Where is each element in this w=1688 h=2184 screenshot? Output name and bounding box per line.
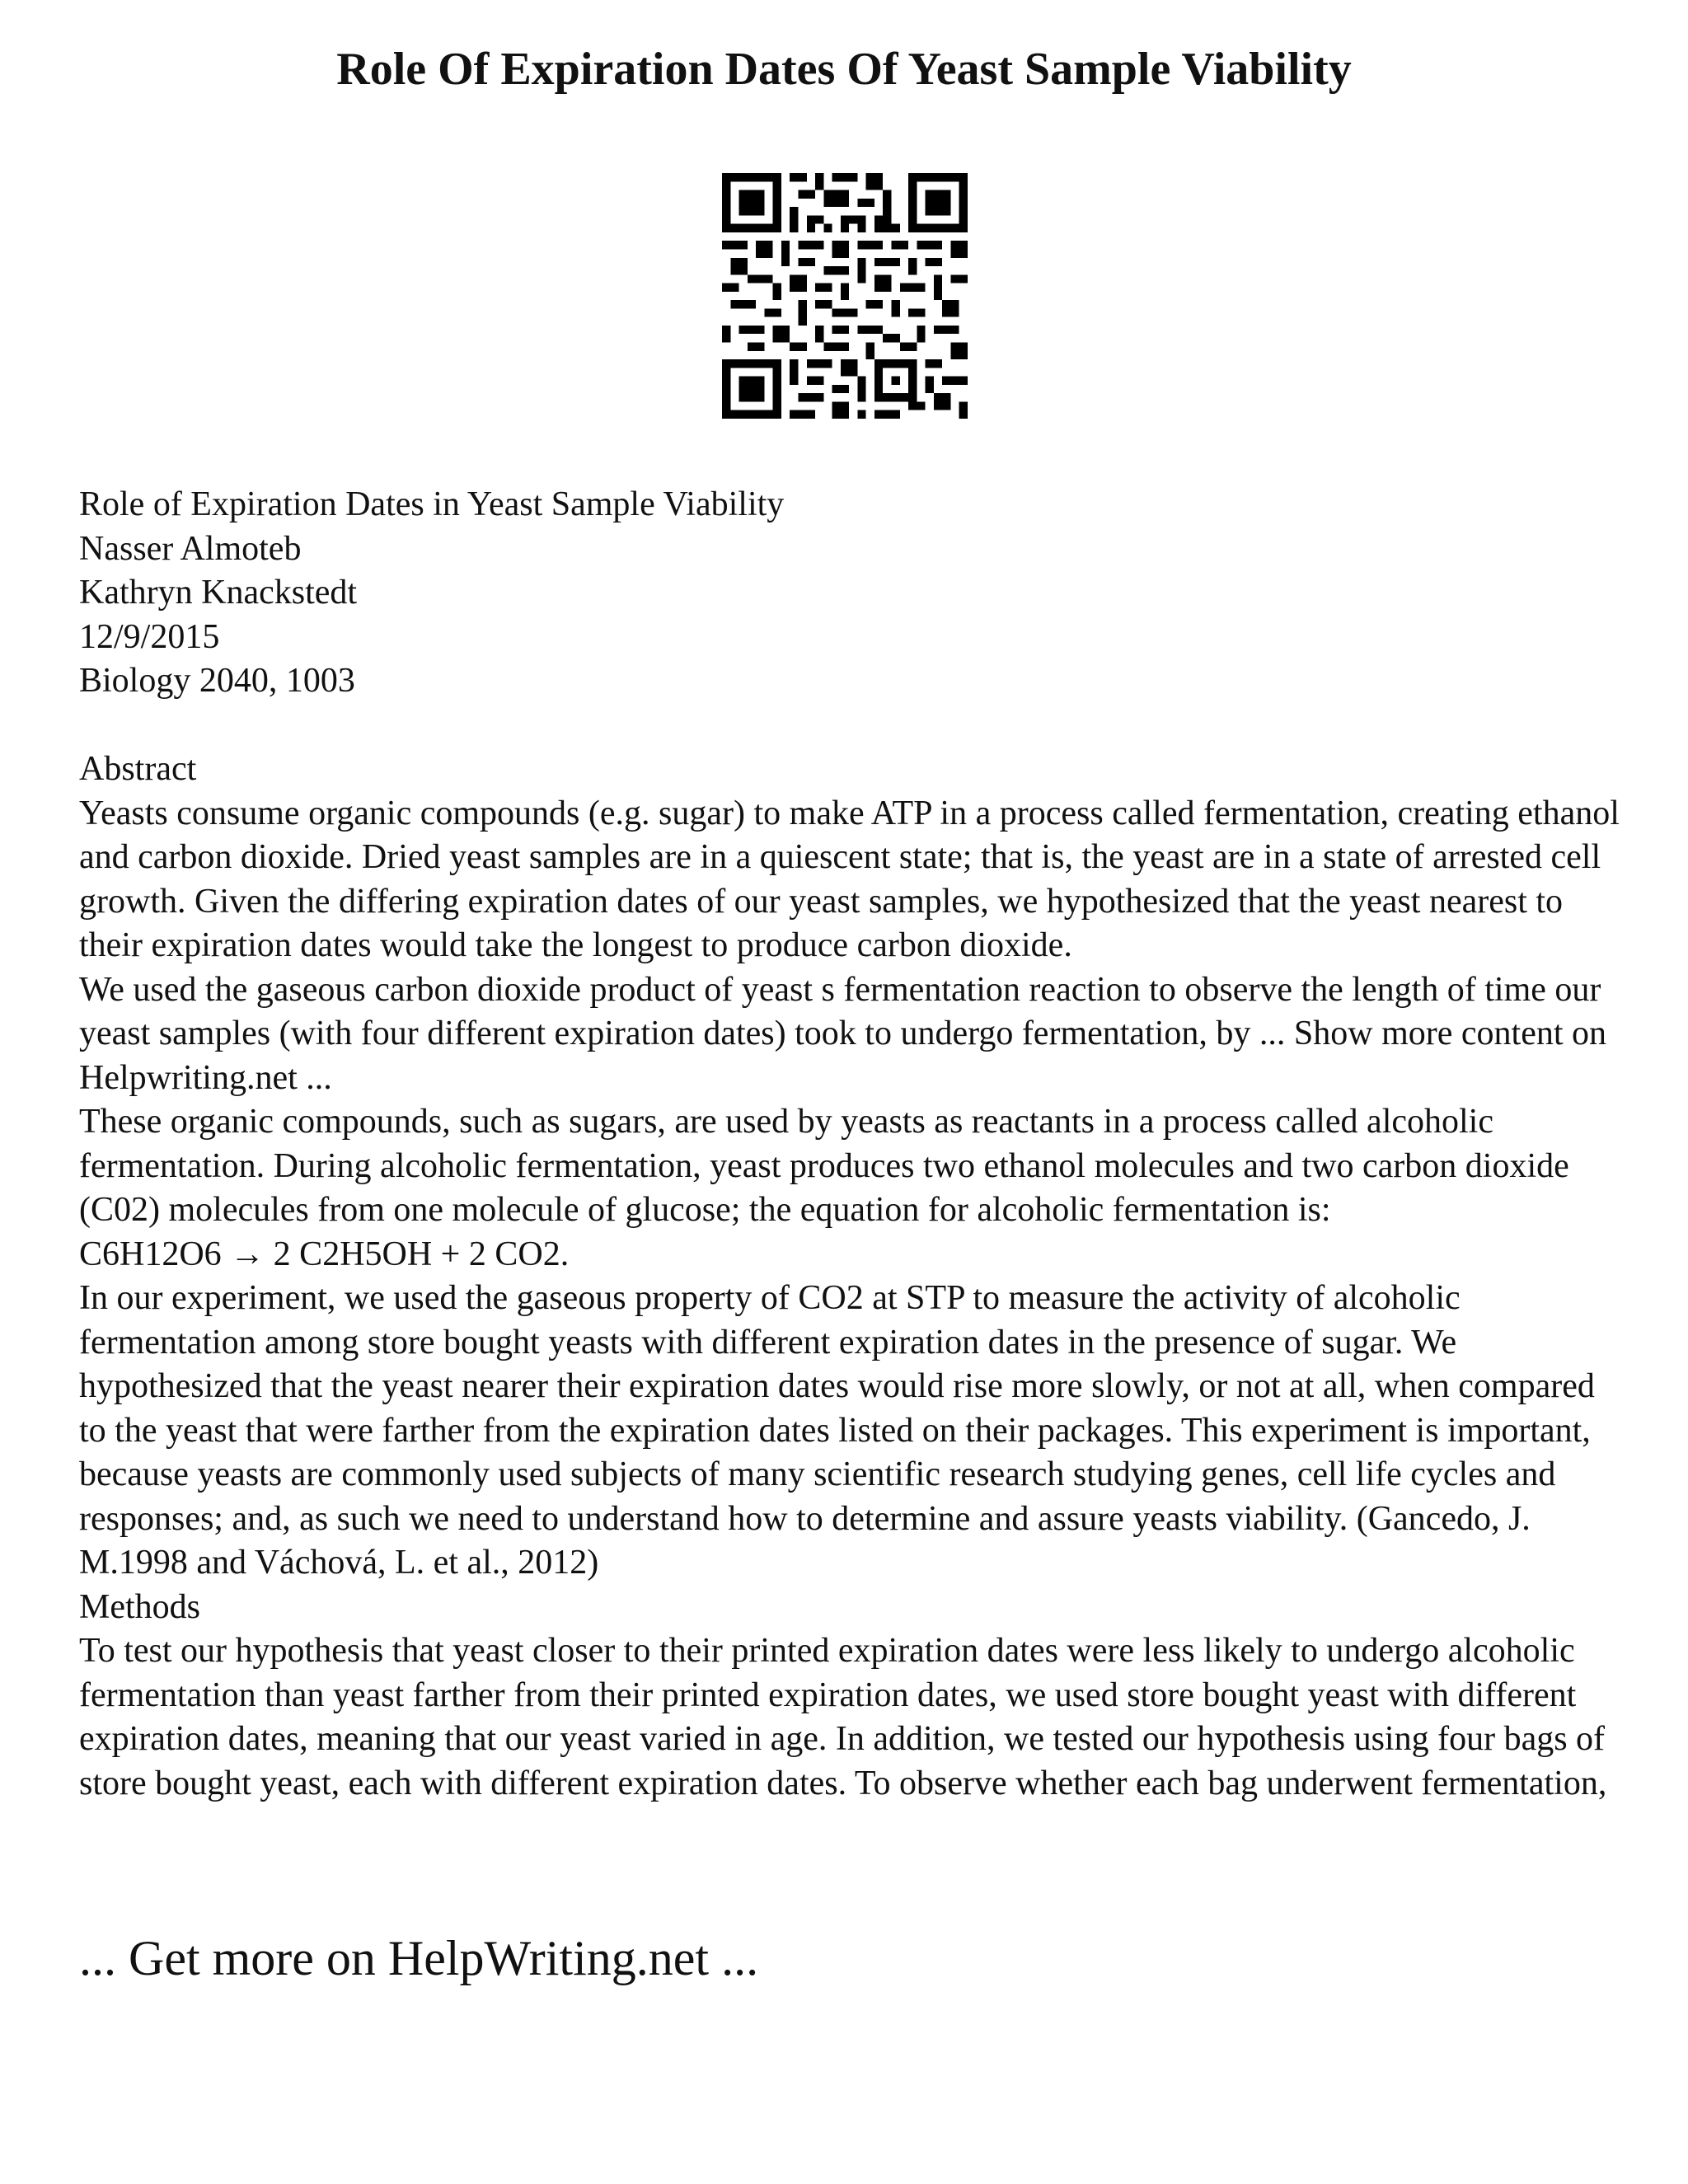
page-title: Role Of Expiration Dates Of Yeast Sample Viability xyxy=(336,44,1352,95)
author-name: Nasser Almoteb xyxy=(79,529,302,568)
get-more-link[interactable]: ... Get more on HelpWriting.net ... xyxy=(79,1931,759,1985)
spacer xyxy=(79,704,1629,748)
abstract-heading: Abstract xyxy=(79,750,197,788)
course-info: Biology 2040, 1003 xyxy=(79,662,355,700)
instructor-name: Kathryn Knackstedt xyxy=(79,574,358,612)
doc-title: Role of Expiration Dates in Yeast Sample Viability xyxy=(79,485,785,523)
abstract-paragraph: In our experiment, we used the gaseous property of CO2 at STP to measure the activity of alcoholic fermentation among store bought yeasts with different expiration dates in the presence of sugar. We hypothesized that the yeast nearer their expiration dates would rise more slowly, or not at all, when compared to the yeast that were farther from the expiration dates listed on their packages. This experiment is important, because yeasts are commonly used subjects of many scientific research studying genes, cell life cycles and responses; and, as such we need to understand how to determine and assure yeasts viability. (Gancedo, J. M.1998 and Váchová, L. et al., 2012) xyxy=(79,1279,1595,1582)
abstract-paragraph: These organic compounds, such as sugars, are used by yeasts as reactants in a process called alcoholic fermentation. During alcoholic fermentation, yeast produces two ethanol molecules and two carbon dioxide (C02) molecules from one molecule of glucose; the equation for alcoholic fermentation is: xyxy=(79,1103,1569,1229)
qr-code-icon xyxy=(722,173,968,419)
methods-paragraph: To test our hypothesis that yeast closer to their printed expiration dates were less likely to undergo alcoholic fermentation than yeast farther from their printed expiration dates, we used store bought yeast with different expiration dates, meaning that our yeast varied in age. In addition, we tested our hypothesis using four bags of store bought yeast, each with different expiration dates. To observe whether each bag underwent fermentation, xyxy=(79,1632,1607,1802)
document-date: 12/9/2015 xyxy=(79,617,220,656)
abstract-paragraph: We used the gaseous carbon dioxide product of yeast s fermentation reaction to observe the length of time our yeast samples (with four different expiration dates) took to undergo fermentation, by ... Show more content on Helpwriting.net ... xyxy=(79,970,1607,1097)
fermentation-equation: C6H12O6 → 2 C2H5OH + 2 CO2. xyxy=(79,1235,570,1273)
document-body xyxy=(79,483,1629,1806)
abstract-paragraph: Yeasts consume organic compounds (e.g. sugar) to make ATP in a process called fermentation, creating ethanol and carbon dioxide. Dried yeast samples are in a quiescent state; that is, the yeast are in a state of arrested cell growth. Given the differing expiration dates of our yeast samples, we hypothesized that the yeast nearest to their expiration dates would take the longest to produce carbon dioxide. xyxy=(79,794,1620,964)
methods-heading: Methods xyxy=(79,1587,200,1626)
